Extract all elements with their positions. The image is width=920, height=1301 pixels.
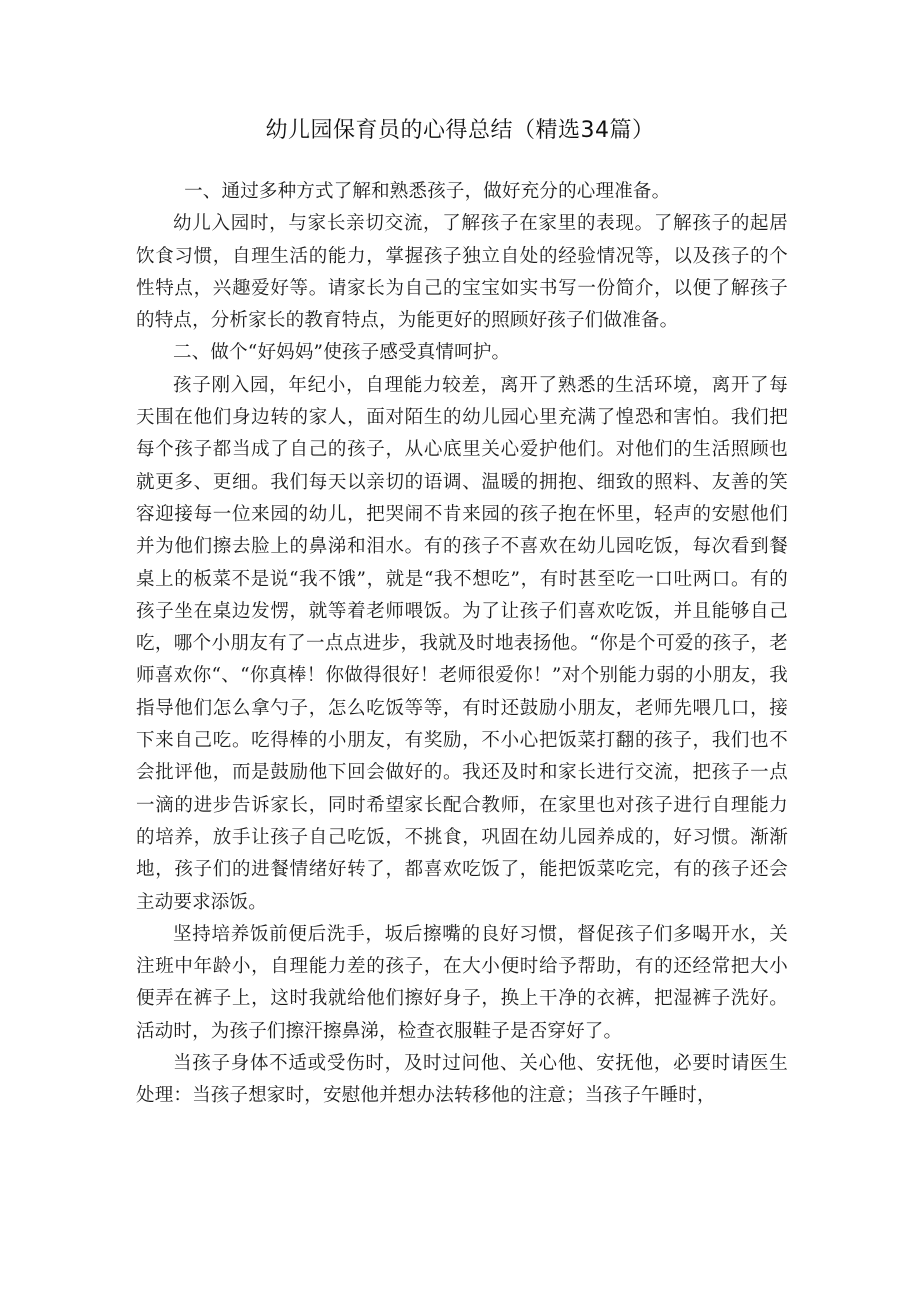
- document-body: [136, 176, 788, 1113]
- paragraph-comfort-children: 当孩子身体不适或受伤时，及时过问他、关心他、安抚他，必要时请医生处理：当孩子想家时，安慰他并想办法转移他的注意；当孩子午睡时，: [136, 1053, 788, 1107]
- paragraph-hygiene-habits: 坚持培养饭前便后洗手，坂后擦嘴的良好习惯，督促孩子们多喝开水，关注班中年龄小，自理能力差的孩子，在大小便时给予帮助，有的还经常把大小便弄在裤子上，这时我就给他们擦好身子，换上干净的衣裤，把湿裤子洗好。活动时，为孩子们擦汗擦鼻涕，检查衣服鞋子是否穿好了。: [136, 923, 788, 1042]
- section-heading-2: 二、做个“好妈妈”使孩子感受真情呵护。: [173, 342, 511, 364]
- paragraph-care-new-children: 孩子刚入园，年纪小，自理能力较差，离开了熟悉的生活环境，离开了每天围在他们身边转的家人，面对陌生的幼儿园心里充满了惶恐和害怕。我们把每个孩子都当成了自己的孩子，从心底里关心爱护他们。对他们的生活照顾也就更多、更细。我们每天以亲切的语调、温暖的拥抱、细致的照料、友善的笑容迎接每一位来园的幼儿，把哭闹不肯来园的孩子抱在怀里，轻声的安慰他们并为他们擦去脸上的鼻涕和泪水。有的孩子不喜欢在幼儿园吃饭，每次看到餐桌上的板菜不是说“我不饿”，就是“我不想吃”，有时甚至吃一口吐两口。有的孩子坐在桌边发愣，就等着老师喂饭。为了让孩子们喜欢吃饭，并且能够自己吃，哪个小朋友有了一点点进步，我就及时地表扬他。“你是个可爱的孩子，老师喜欢你“、“你真棒！你做得很好！老师很爱你！”对个别能力弱的小朋友，我指导他们怎么拿勺子，怎么吃饭等等，有时还鼓励小朋友，老师先喂几口，接下来自己吃。吃得棒的小朋友，有奖励，不小心把饭菜打翻的孩子，我们也不会批评他，而是鼓励他下回会做好的。我还及时和家长进行交流，把孩子一点一滴的进步告诉家长，同时希望家长配合教师，在家里也对孩子进行自理能力的培养，放手让孩子自己吃饭，不挑食，巩固在幼儿园养成的，好习惯。渐渐地，孩子们的进餐情绪好转了，都喜欢吃饭了，能把饭菜吃完，有的孩子还会主动要求添饭。: [136, 374, 788, 913]
- section-heading-1: 一、通过多种方式了解和熟悉孩子，做好充分的心理准备。: [184, 181, 671, 202]
- document-title: 幼儿园保育员的心得总结（精选34篇）: [265, 118, 655, 143]
- paragraph-understand-children: 幼儿入园时，与家长亲切交流，了解孩子在家里的表现。了解孩子的起居饮食习惯，自理生活的能力，掌握孩子独立自处的经验情况等，以及孩子的个性特点，兴趣爱好等。请家长为自己的宝宝如实书写一份简介，以便了解孩子的特点，分析家长的教育特点，为能更好的照顾好孩子们做准备。: [136, 213, 788, 332]
